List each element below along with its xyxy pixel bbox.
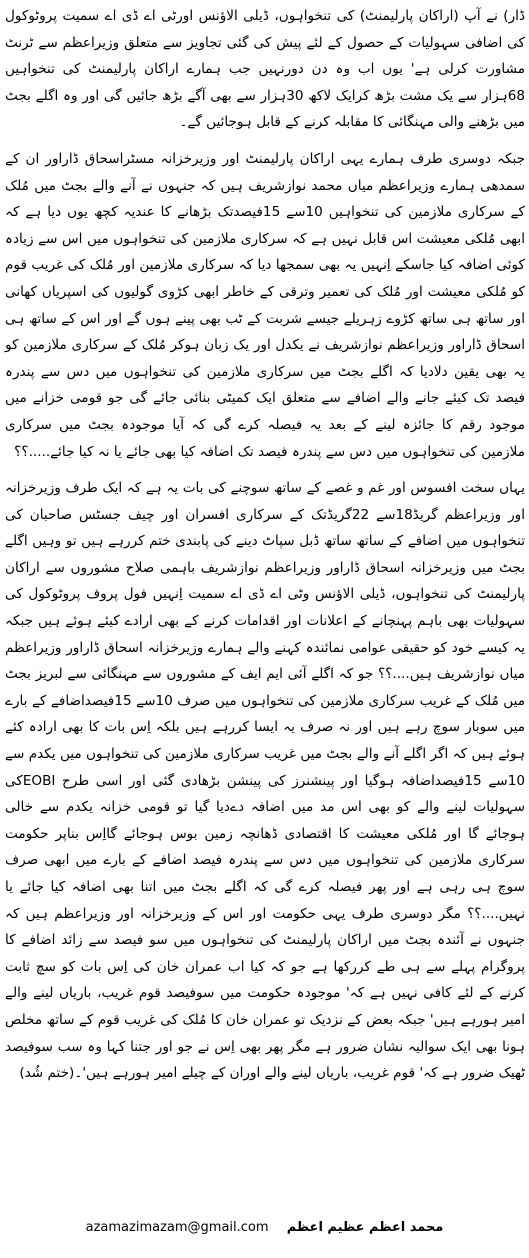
article-paragraph: ڈار) نے آپ (اراکان پارلیمنٹ) کی تنخواہوں، ڈیلی الاؤنس اورٹی اے ڈی اے سمیت پروٹوکول کی اضافی سہولیات کے حصول کے لئے پیش کی گئی تجاویز سے متعلق وزیراعظم سے ٹرنٹ مشاورت کرلی ہے' یوں اب وہ دن دورنہیں جب ہمارے اراکان پارلیمنٹ کی تنخواہیں 68ہزار سے یک مشت بڑھ کرایک لاکھ 30ہزار سے بھی آگے بڑھ جائیں گی اور وہ اگلے بجٹ میں بڑھنے والی مہنگائی کا مقابلہ کرنے کے قابل ہوجائیں گے۔ bbox=[5, 8, 525, 131]
author-email: azamazimazam@gmail.com bbox=[85, 1220, 269, 1235]
article-paragraph: یہاں سخت افسوس اور غم و غصے کے ساتھ سوچنے کی بات یہ ہے کہ ایک طرف وزیرخزانہ اور وزیراعظم گریڈ18سے 22گریڈتک کے سرکاری افسران اور چیف جسٹس صاحبان کی تنخواہوں میں اضافے کے ساتھ ساتھ ڈبل سپاٹ دینے کی پابندی ختم کررہے ہیں تو وہیں اگلے بجٹ میں وزیرخزانہ اسحاق ڈاراور وزیراعظم نوازشریف باہمی صلاح مشوروں سے اراکان پارلیمنٹ کی تنخواہوں، ڈیلی الاؤنس وٹی اے ڈی اے سمیت اِنہیں فول پروف پروٹوکول کی سہولیات بھی باہم پہنچانے کے اعلانات اور اقدامات کرنے کے بھی ارادے کیئے ہوئے ہیں جبکہ یہ کیسے خود کو حقیقی عوامی نمائندہ کہنے والے ہمارے وزیرخزانہ اسحاق ڈاراور وزیراعظم میاں نوازشریف ہیں....؟؟ جو کہ اگلے آئی ایم ایف کے مشوروں سے مہنگائی سے لبریز بجٹ میں مُلک کے غریب سرکاری ملازمین کی تنخواہوں میں صرف 10سے 15فیصداضافے کے بارے میں سوبار سوچ رہے ہیں اور نہ صرف یہ ایسا کررہے ہیں بلکہ اِس بات کا بھی ارادہ کئے ہوئے ہیں کہ اگر اگلے آنے والے بجٹ میں غریب سرکاری ملازمین کی تنخواہوں میں یکدم سے 10سے 15فیصداضافہ ہوگیا اور پینشنرز کی پینشن بڑھادی گئی اور اسی طرح EOBIکی سہولیات لینے والے کو بھی اس مد میں اضافہ دےدیا گیا تو قومی خزانہ یکدم سے خالی ہوجائے گا اور مُلکی معیشت کا اقتصادی ڈھانچہ زمین بوس ہوجائے گااِس بناپر حکومت سرکاری ملازمین کی تنخواہوں میں دس سے پندرہ فیصد اضافے کے بارے میں ابھی صرف سوچ ہی رہی ہے اور پھر فیصلہ کرے گی کہ اگلے بجٹ میں اتنا بھی اضافہ کیا جائے یا نہیں....؟؟ مگر دوسری طرف یہی حکومت اور اس کے وزیرخزانہ اور وزیراعظم ہیں کہ جنہوں نے آئندہ بجٹ میں اراکان پارلیمنٹ کی تنخواہوں میں سو فیصد سے زائد اضافے کا پروگرام پہلے سے ہی طے کررکھا ہے جو کہ کیا اب عمران خان کی اِس بات کو سچ ثابت کرنے کے لئے کافی نہیں ہے کہ' موجودہ حکومت میں سوفیصد قوم غریب، باریاں لینے والے امیر ہورہے ہیں' جبکہ بعض کے نزدیک تو عمران خان کا مُلک کی غریب قوم کے ساتھ مخلص ہونا بھی ایک سوالیہ نشان ضرور ہے مگر پھر بھی اِس نے جو اور جتنا کہا وہ سب سوفیصد ٹھیک ضرور ہے کہ' قوم غریب، باریاں لینے والے اوران کے چیلے امیر ہورہے ہیں'۔(ختم شُد) bbox=[5, 480, 525, 1082]
article-body bbox=[5, 3, 525, 1087]
author-name: محمد اعظم عظیم اعظم bbox=[286, 1220, 444, 1235]
article-paragraph: جبکہ دوسری طرف ہمارے یہی اراکان پارلیمنٹ اور وزیرخزانہ مسٹراسحاق ڈاراور ان کے سمدھی ہمارے وزیراعظم میاں محمد نوازشریف ہیں کہ جنہوں نے آنے والے بجٹ میں مُلک کے سرکاری ملازمین کی تنخواہیں 10سے 15فیصدتک بڑھانے کا عندیہ کچھ یوں دیا ہے کہ ابھی مُلکی معیشت اس قابل نہیں ہے کہ سرکاری ملازمین کی تنخواہوں میں اس سے زیادہ کوئی اضافہ کیا جاسکے اِنہیں یہ بھی سمجھا دیا کہ سرکاری ملازمین اور مُلک کی غریب قوم کو مُلکی معیشت اور مُلک کی تعمیر وترقی کے خاطر ابھی کڑوی گولیوں کی اسپریاں کھانی اور ساتھ ہی ساتھ کڑوے زہریلے جیسے شربت کے ٹب بھی پینے ہوں گے اور اس کے ساتھ ہی اسحاق ڈاراور وزیراعظم نوازشریف نے یکدل اور یک زبان ہوکر مُلک کے سرکاری ملازمین کو یہ بھی یقین دلادیا کہ اگلے بجٹ میں سرکاری ملازمین کی تنخواہوں میں دس سے پندرہ فیصد تک کیئے جانے والے اضافے سے متعلق ایک کمیٹی بنائی جائے گی جو قومی خزانے میں موجود رقم کا جائزہ لینے کے بعد یہ فیصلہ کرے گی کہ آیا موجودہ بجٹ میں سرکاری ملازمین کی تنخواہوں میں دس سے پندرہ فیصد تک اضافہ کیا بھی جائے یا نہ کیا جائے.....؟؟ bbox=[5, 150, 525, 460]
signature-line bbox=[0, 1217, 529, 1239]
